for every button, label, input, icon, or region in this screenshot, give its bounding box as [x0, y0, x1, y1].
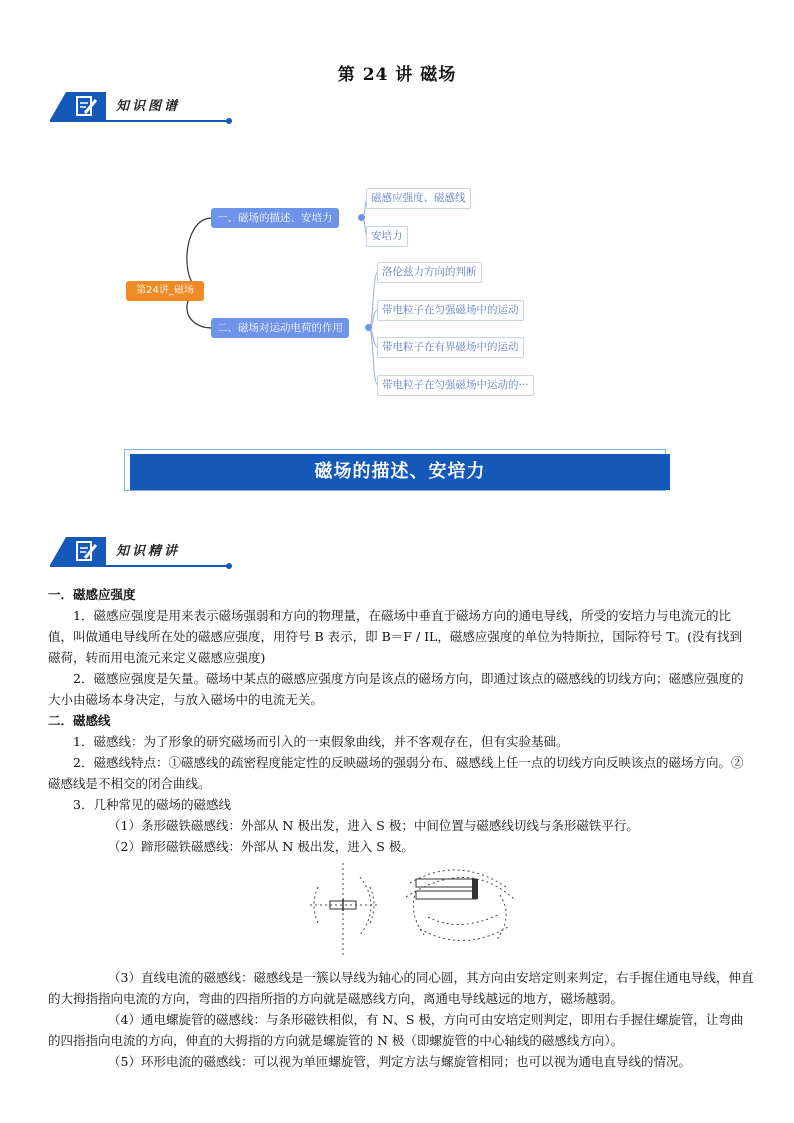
mindmap-leaf: 磁感应强度、磁感线 — [366, 188, 471, 209]
mindmap-leaf: 洛伦兹力方向的判断 — [377, 262, 482, 283]
paragraph: 3．几种常见的磁场的磁感线 — [73, 797, 231, 812]
mindmap-root: 第24讲_磁场 — [126, 281, 204, 301]
mindmap-leaf: 带电粒子在匀强磁场中运动的··· — [377, 375, 534, 396]
magnet-field-lines-illustration — [48, 857, 754, 967]
section-label: 知识精讲 — [116, 544, 181, 559]
paragraph: 1．磁感应强度是用来表示磁场强弱和方向的物理量，在磁场中垂直于磁场方向的通电导线，所受的安培力与电流元的比值，叫做通电导线所在处的磁感应强度，用符号 B 表示，即 B＝F / IL，磁感应强度的单位为特斯拉，国际符号 T。(没有找到磁荷，转而用电流元来定义磁感应强度) — [48, 608, 743, 665]
heading: 二．磁感线 — [48, 713, 111, 728]
paragraph: 1．磁感线：为了形象的研究磁场而引入的一束假象曲线，并不客观存在，但有实验基础。 — [73, 734, 569, 749]
list-item: （3）直线电流的磁感线：磁感线是一簇以导线为轴心的同心圆，其方向由安培定则来判定，右手握住通电导线，伸直的大拇指指向电流的方向，弯曲的四指所指的方向就是磁感线方向，离通电导线越远的地方，磁场越弱。 — [48, 970, 754, 1006]
list-item: （1）条形磁铁磁感线：外部从 N 极出发，进入 S 极；中间位置与磁感线切线与条形磁铁平行。 — [108, 818, 639, 833]
paragraph: 2．磁感线特点：①磁感线的疏密程度能定性的反映磁场的强弱分布、磁感线上任一点的切线方向反映该点的磁场方向。②磁感线是不相交的闭合曲线。 — [48, 755, 744, 791]
mindmap-leaf: 安培力 — [366, 226, 408, 247]
mindmap-branch-2: 二、磁场对运动电荷的作用 — [211, 318, 349, 338]
list-item: （2）蹄形磁铁磁感线：外部从 N 极出发，进入 S 极。 — [108, 839, 414, 854]
lecture-content — [48, 584, 754, 1072]
list-item: （4）通电螺旋管的磁感线：与条形磁铁相似，有 N、S 极，方向可由安培定则判定，即用右手握住螺旋管，让弯曲的四指指向电流的方向，伸直的大拇指的方向就是螺旋管的 N 极（即螺旋管的中心轴线的磁感线方向）。 — [48, 1012, 744, 1048]
mindmap-dot — [358, 214, 365, 221]
mindmap-dot — [365, 324, 372, 331]
mindmap-connectors — [0, 0, 794, 440]
mindmap-leaf: 带电粒子在有界磁场中的运动 — [377, 337, 524, 358]
section-header-lecture — [50, 537, 230, 569]
mindmap-leaf: 带电粒子在匀强磁场中的运动 — [377, 300, 524, 321]
heading: 一．磁感应强度 — [48, 587, 136, 602]
page-title: 第 24 讲 磁场 — [337, 65, 457, 85]
list-item: （5）环形电流的磁感线：可以视为单匝螺旋管，判定方法与螺旋管相同；也可以视为通电直导线的情况。 — [108, 1054, 691, 1069]
notepad-pencil-icon — [74, 539, 98, 563]
paragraph: 2．磁感应强度是矢量。磁场中某点的磁感应强度方向是该点的磁场方向，即通过该点的磁感线的切线方向；磁感应强度的大小由磁场本身决定，与放入磁场中的电流无关。 — [48, 671, 744, 707]
mindmap-branch-1: 一、磁场的描述、安培力 — [211, 208, 339, 228]
section-banner: 磁场的描述、安培力 — [314, 461, 486, 482]
section-label: 知识图谱 — [116, 99, 181, 114]
magnet-field-figure — [48, 857, 754, 967]
